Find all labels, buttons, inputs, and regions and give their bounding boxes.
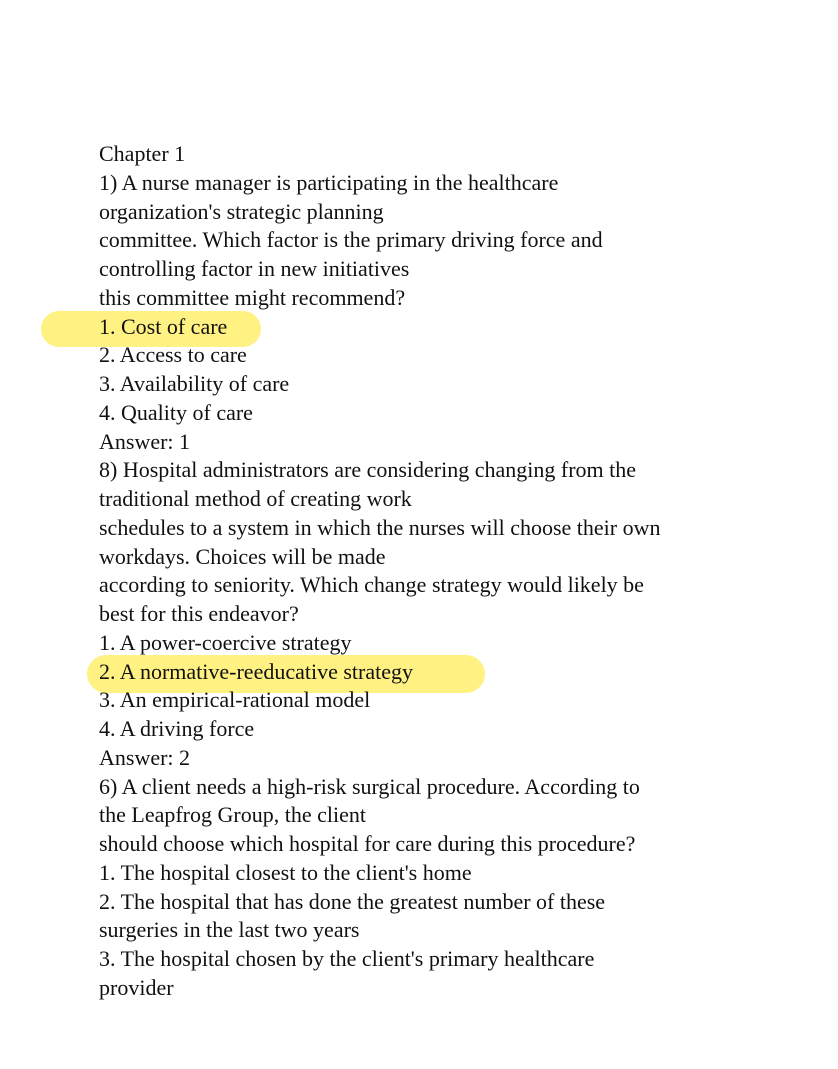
question-1-option: 4. Quality of care [99, 399, 253, 425]
question-1-stem-line: controlling factor in new initiatives [99, 256, 410, 281]
question-3-stem-line: 6) A client needs a high-risk surgical procedure. According to [99, 773, 640, 799]
question-2-answer: Answer: 2 [99, 744, 191, 770]
question-3-stem-line: should choose which hospital for care during this procedure? [99, 831, 636, 856]
question-1-option: 3. Availability of care [99, 371, 290, 396]
chapter-heading: Chapter 1 [99, 141, 186, 166]
question-3-option: 3. The hospital chosen by the client's primary healthcare [99, 946, 595, 971]
question-1-stem-line: organization's strategic planning [99, 198, 384, 224]
question-2-option-highlighted: 2. A normative-reeducative strategy [99, 658, 759, 687]
question-2-stem-line: according to seniority. Which change strategy would likely be [99, 572, 644, 598]
question-1-stem-line: 1) A nurse manager is participating in the healthcare [99, 169, 559, 195]
question-1-stem-line: this committee might recommend? [99, 284, 406, 310]
question-3-option: surgeries in the last two years [99, 917, 360, 943]
question-3-stem-line: the Leapfrog Group, the client [99, 802, 366, 828]
question-1-stem-line: committee. Which factor is the primary driving force and [99, 227, 603, 253]
document-text [99, 140, 759, 1003]
question-2-stem-line: best for this endeavor? [99, 601, 299, 626]
question-2-option: 4. A driving force [99, 716, 255, 741]
question-3-option: provider [99, 974, 174, 1000]
question-2-option: 1. A power-coercive strategy [99, 629, 352, 655]
question-2-option: 3. An empirical-rational model [99, 687, 371, 713]
question-3-option: 2. The hospital that has done the greatest number of these [99, 888, 606, 914]
question-1-option: 2. Access to care [99, 342, 247, 368]
question-1-option-highlighted: 1. Cost of care [99, 313, 759, 342]
question-2-stem-line: workdays. Choices will be made [99, 543, 386, 569]
question-1-answer: Answer: 1 [99, 428, 191, 454]
question-2-stem-line: traditional method of creating work [99, 486, 412, 511]
question-2-stem-line: 8) Hospital administrators are considering changing from the [99, 457, 637, 483]
question-3-option: 1. The hospital closest to the client's home [99, 859, 472, 885]
question-2-stem-line: schedules to a system in which the nurses will choose their own [99, 514, 661, 540]
